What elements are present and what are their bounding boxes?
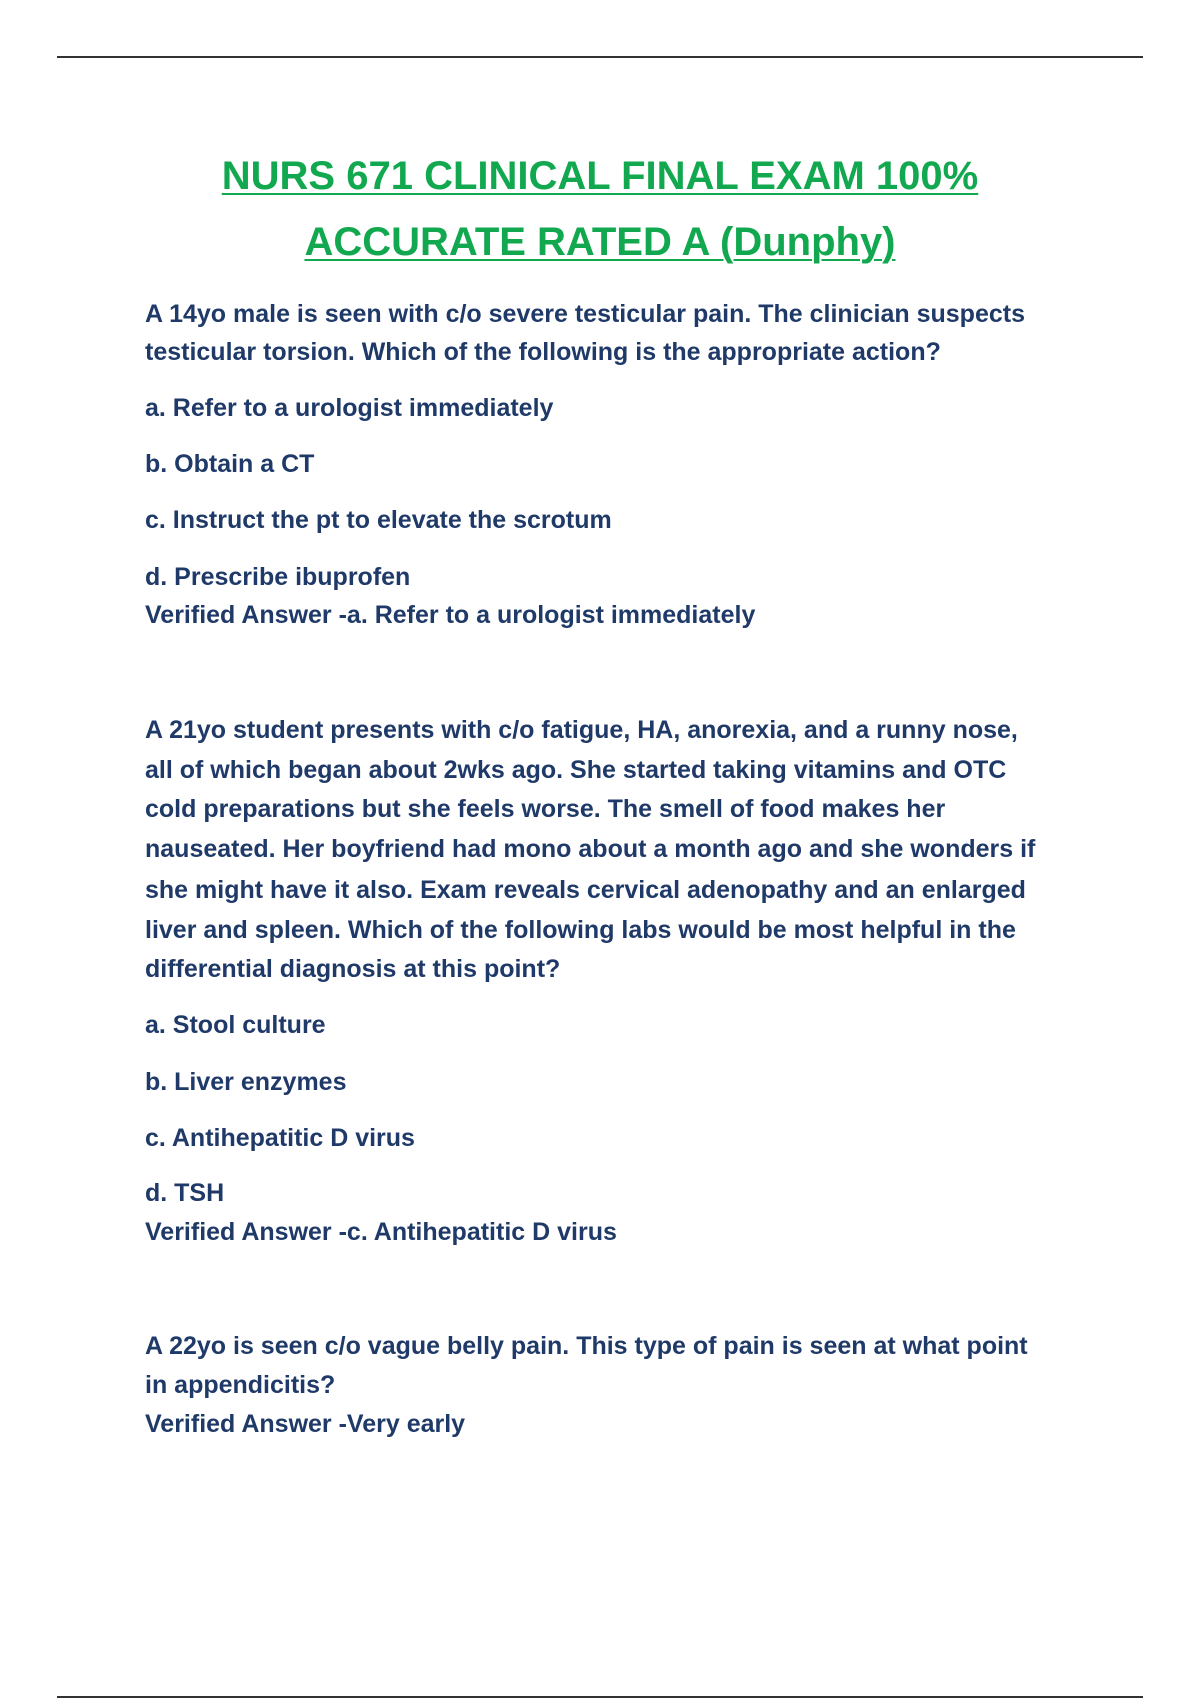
q2-stem-line-2: all of which began about 2wks ago. She started taking vitamins and OTC [145,756,1007,784]
q1-option-b: b. Obtain a CT [145,450,315,478]
q2-stem-line-3: cold preparations but she feels worse. The smell of food makes her [145,795,946,823]
q1-stem-line-2: testicular torsion. Which of the following is the appropriate action? [145,338,941,366]
q2-stem-line-5: she might have it also. Exam reveals cervical adenopathy and an enlarged [145,876,1026,904]
q1-option-a: a. Refer to a urologist immediately [145,394,554,422]
q3-stem-line-2: in appendicitis? [145,1371,336,1399]
document-title-text-2: ACCURATE RATED A (Dunphy) [304,220,896,264]
q1-option-d: d. Prescribe ibuprofen [145,563,411,591]
q1-verified-answer: Verified Answer -a. Refer to a urologist immediately [145,601,756,629]
document-title-line-2 [0,218,1200,266]
q3-verified-answer: Verified Answer -Very early [145,1410,466,1438]
bottom-divider [57,1696,1143,1698]
q2-stem-line-4: nauseated. Her boyfriend had mono about a month ago and she wonders if [145,835,1036,863]
q2-stem-line-7: differential diagnosis at this point? [145,955,561,983]
document-title-line-1 [0,152,1200,200]
q2-verified-answer: Verified Answer -c. Antihepatitic D virus [145,1218,617,1246]
q1-option-c: c. Instruct the pt to elevate the scrotum [145,506,612,534]
q2-option-d: d. TSH [145,1179,225,1207]
top-divider [57,56,1143,58]
q2-stem-line-6: liver and spleen. Which of the following labs would be most helpful in the [145,916,1016,944]
q3-stem-line-1: A 22yo is seen c/o vague belly pain. This type of pain is seen at what point [145,1332,1028,1360]
q2-option-b: b. Liver enzymes [145,1068,347,1096]
q2-option-c: c. Antihepatitic D virus [145,1124,415,1152]
q2-option-a: a. Stool culture [145,1011,326,1039]
q2-stem-line-1: A 21yo student presents with c/o fatigue, HA, anorexia, and a runny nose, [145,716,1018,744]
document-title-text-1: NURS 671 CLINICAL FINAL EXAM 100% [221,154,979,198]
q1-stem-line-1: A 14yo male is seen with c/o severe testicular pain. The clinician suspects [145,300,1025,328]
